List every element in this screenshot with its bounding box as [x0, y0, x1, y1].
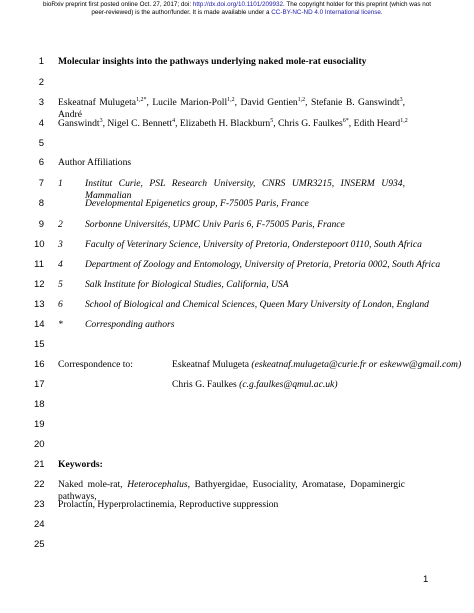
- line-number: 12: [34, 279, 45, 290]
- keywords-line-1: Naked mole-rat, Heterocephalus, Bathyergidae, Eusociality, Aromatase, Dopaminergic pathways,: [58, 479, 405, 502]
- line-number: 15: [34, 339, 45, 350]
- line-number: 1: [38, 56, 44, 67]
- author-affiliation-mark: 4: [172, 117, 176, 124]
- license-link[interactable]: CC-BY-NC-ND 4.0 International license: [271, 9, 381, 16]
- author-affiliation-mark: 5: [270, 117, 274, 124]
- line-number: 3: [38, 97, 44, 108]
- author-affiliation-mark: 1,2: [400, 117, 408, 124]
- affiliation-number: 3: [58, 239, 63, 250]
- affiliation-number: *: [58, 319, 63, 330]
- author-name: Elizabeth H. Blackburn: [179, 118, 271, 129]
- correspondent-name: Chris G. Faulkes: [172, 379, 237, 390]
- line-number: 17: [34, 379, 45, 390]
- affiliation-text: Institut Curie, PSL Research University, CNRS UMR3215, INSERM U934, Mammalian: [85, 178, 405, 201]
- line-number: 9: [38, 219, 44, 230]
- line-number: 19: [34, 419, 45, 430]
- keywords-line-2: Prolactin, Hyperprolactinemia, Reproductive suppression: [58, 499, 279, 510]
- line-number: 25: [34, 539, 45, 550]
- header-line-1: bioRxiv preprint first posted online Oct. 27, 2017; doi: http://dx.doi.org/10.1101/209932. The copyright holder for this preprint (which was not: [43, 1, 431, 8]
- line-number: 7: [38, 178, 44, 189]
- author-name: Lucile Marion-Poll: [152, 97, 228, 108]
- line-number: 22: [34, 479, 45, 490]
- author-affiliation-mark: 3: [399, 96, 403, 103]
- correspondence-entry: [172, 359, 461, 371]
- correspondence-entry: [172, 379, 338, 391]
- line-number: 10: [34, 239, 45, 250]
- author-name: Edith Heard: [353, 118, 401, 129]
- author-name: David Gentien: [240, 97, 298, 108]
- line-number: 16: [34, 359, 45, 370]
- affiliation-number: 5: [58, 279, 63, 290]
- author-line-1: Eskeatnaf Mulugeta$^{1,2*}$, Lucile Marion-Poll$^{1,2}$, David Gentien$^{1,2}$, Stefanie B. Ganswindt$^3$, André: [58, 96, 406, 120]
- line-number: 8: [38, 198, 44, 209]
- keywords-heading: Keywords:: [58, 459, 103, 470]
- affiliation-text: Salk Institute for Biological Studies, California, USA: [85, 279, 289, 290]
- correspondent-email: (c.g.faulkes@qmul.ac.uk): [239, 379, 338, 390]
- affiliation-text: Faculty of Veterinary Science, University of Pretoria, Onderstepoort 0110, South Africa: [85, 239, 422, 250]
- author-name: Ganswindt: [58, 118, 100, 129]
- line-number: 21: [34, 459, 45, 470]
- line-number: 6: [38, 157, 44, 168]
- affiliation-number: 2: [58, 219, 63, 230]
- affiliation-number: 6: [58, 299, 63, 310]
- affiliation-text-continued: Developmental Epigenetics group, F-75005 Paris, France: [85, 198, 309, 209]
- correspondence-label: Correspondence to:: [58, 359, 133, 370]
- header-line-2: peer-reviewed) is the author/funder. It is made available under a CC-BY-NC-ND 4.0 International license.: [91, 9, 383, 16]
- line-number: 14: [34, 319, 45, 330]
- doi-link[interactable]: http://dx.doi.org/10.1101/209932: [192, 1, 284, 8]
- line-number: 5: [38, 138, 44, 149]
- author-name: Nigel C. Bennett: [107, 118, 173, 129]
- author-affiliation-mark: 3: [99, 117, 103, 124]
- affiliation-text: Sorbonne Universités, UPMC Univ Paris 6, F-75005 Paris, France: [85, 219, 345, 230]
- line-number: 23: [34, 499, 45, 510]
- line-number: 13: [34, 299, 45, 310]
- affiliation-text: Department of Zoology and Entomology, University of Pretoria, Pretoria 0002, South Africa: [85, 259, 441, 270]
- affiliation-number: 4: [58, 259, 63, 270]
- paper-title: Molecular insights into the pathways underlying naked mole-rat eusociality: [58, 56, 367, 67]
- author-affiliation-mark: 6*: [342, 117, 349, 124]
- author-affiliation-mark: 1,2: [227, 96, 235, 103]
- page-number: 1: [423, 574, 429, 585]
- preprint-header: [0, 1, 474, 17]
- affiliation-number: 1: [58, 178, 63, 189]
- line-number: 11: [34, 259, 44, 270]
- line-number: 2: [38, 77, 44, 88]
- correspondent-name: Eskeatnaf Mulugeta: [172, 359, 249, 370]
- author-affiliation-mark: 1,2*: [136, 96, 147, 103]
- line-number: 18: [34, 399, 45, 410]
- line-number: 24: [34, 519, 45, 530]
- affiliation-text: Corresponding authors: [85, 319, 175, 330]
- author-name: Stefanie B. Ganswindt: [310, 97, 400, 108]
- line-number: 20: [34, 439, 45, 450]
- author-name: Chris G. Faulkes: [278, 118, 343, 129]
- affiliations-heading: Author Affiliations: [58, 157, 132, 168]
- author-name: Eskeatnaf Mulugeta: [58, 97, 136, 108]
- author-name: André: [58, 109, 82, 120]
- affiliation-text: School of Biological and Chemical Sciences, Queen Mary University of London, England: [85, 299, 429, 310]
- author-affiliation-mark: 1,2: [297, 96, 306, 103]
- correspondent-email: (eskeatnaf.mulugeta@curie.fr or eskeww@gmail.com): [251, 359, 462, 370]
- line-number: 4: [38, 118, 44, 129]
- author-line-2: Ganswindt$^3$, Nigel C. Bennett$^4$, Elizabeth H. Blackburn$^5$, Chris G. Faulkes$^{6*}$, Edith Heard$^{1,2}$: [58, 117, 408, 129]
